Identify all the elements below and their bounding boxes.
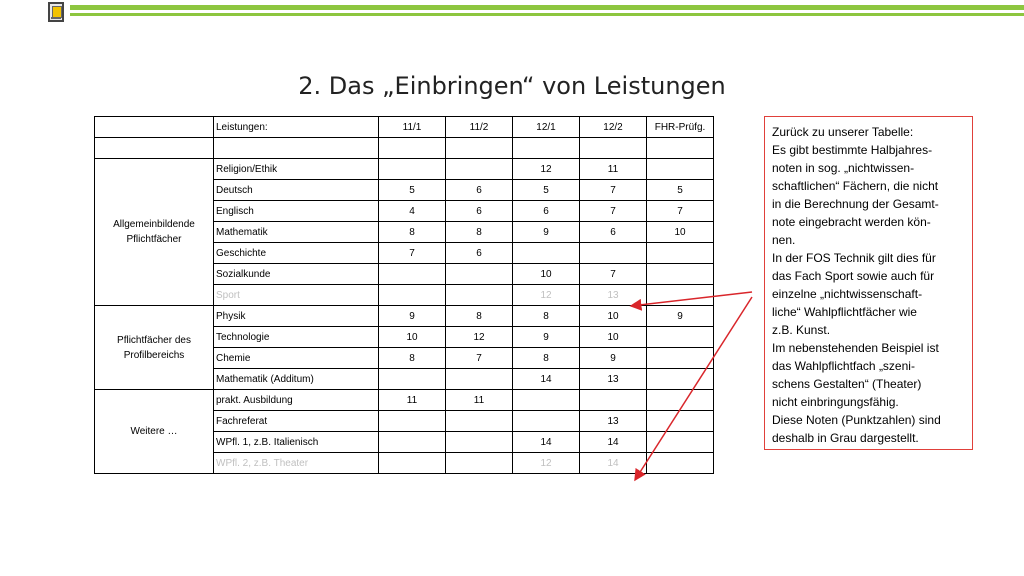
note-line: Diese Noten (Punktzahlen) sind	[772, 413, 941, 427]
note-line: liche“ Wahlpflichtfächer wie	[772, 305, 917, 319]
column-header: 12/2	[580, 117, 647, 138]
subject-cell: WPfl. 2, z.B. Theater	[214, 453, 379, 474]
arrow-to-theater-row	[635, 297, 752, 480]
grade-cell: 11	[379, 390, 446, 411]
note-line: z.B. Kunst.	[772, 323, 831, 337]
grade-cell: 12	[513, 285, 580, 306]
note-line: nicht einbringungsfähig.	[772, 395, 899, 409]
header-label-cell: Leistungen:	[214, 117, 379, 138]
grade-cell: 10	[580, 327, 647, 348]
grade-cell: 7	[446, 348, 513, 369]
grade-cell: 13	[580, 411, 647, 432]
grade-cell: 10	[379, 327, 446, 348]
grade-cell: 14	[513, 432, 580, 453]
grade-cell: 14	[580, 453, 647, 474]
note-line: in die Berechnung der Gesamt-	[772, 197, 939, 211]
grade-cell: 12	[513, 159, 580, 180]
grade-cell: 9	[513, 222, 580, 243]
grade-cell: 8	[513, 348, 580, 369]
column-header: 11/1	[379, 117, 446, 138]
note-line: note eingebracht werden kön-	[772, 215, 931, 229]
note-line: deshalb in Grau dargestellt.	[772, 431, 919, 445]
grade-cell: 4	[379, 201, 446, 222]
grade-cell: 9	[580, 348, 647, 369]
column-header: 11/2	[446, 117, 513, 138]
subject-cell: Deutsch	[214, 180, 379, 201]
arrow-to-sport-row	[631, 292, 752, 306]
subject-cell: Physik	[214, 306, 379, 327]
grade-cell: 12	[513, 453, 580, 474]
grade-cell: 7	[379, 243, 446, 264]
grade-cell: 8	[379, 348, 446, 369]
note-line: das Fach Sport sowie auch für	[772, 269, 935, 283]
note-line: schens Gestalten“ (Theater)	[772, 377, 922, 391]
grade-cell: 7	[647, 201, 714, 222]
grade-cell: 13	[580, 369, 647, 390]
subject-cell: Technologie	[214, 327, 379, 348]
note-line: nen.	[772, 233, 796, 247]
grade-cell: 13	[580, 285, 647, 306]
note-line: Zurück zu unserer Tabelle:	[772, 125, 914, 139]
subject-cell: Religion/Ethik	[214, 159, 379, 180]
grade-cell: 14	[513, 369, 580, 390]
grade-cell: 8	[379, 222, 446, 243]
group-label: Pflichtfächer des Profilbereichs	[95, 306, 214, 390]
subject-cell: Mathematik (Additum)	[214, 369, 379, 390]
page-title: 2. Das „Einbringen“ von Leistungen	[298, 72, 726, 101]
grade-cell: 6	[446, 243, 513, 264]
grade-cell: 9	[513, 327, 580, 348]
subject-cell: Geschichte	[214, 243, 379, 264]
group-label: Weitere …	[95, 390, 214, 474]
column-header: FHR-Prüfg.	[647, 117, 714, 138]
subject-cell: prakt. Ausbildung	[214, 390, 379, 411]
grade-cell: 5	[513, 180, 580, 201]
column-header: 12/1	[513, 117, 580, 138]
grade-cell: 6	[446, 201, 513, 222]
subject-cell: WPfl. 1, z.B. Italienisch	[214, 432, 379, 453]
grade-cell: 10	[647, 222, 714, 243]
grade-cell: 8	[446, 306, 513, 327]
grade-cell: 6	[513, 201, 580, 222]
subject-cell: Sozialkunde	[214, 264, 379, 285]
grade-cell: 9	[379, 306, 446, 327]
grade-cell: 11	[446, 390, 513, 411]
note-line: das Wahlpflichtfach „szeni-	[772, 359, 915, 373]
note-line: In der FOS Technik gilt dies für	[772, 251, 936, 265]
grade-cell: 7	[580, 201, 647, 222]
grade-cell: 9	[647, 306, 714, 327]
subject-cell: Englisch	[214, 201, 379, 222]
grade-cell: 11	[580, 159, 647, 180]
grade-cell: 7	[580, 180, 647, 201]
group-label: Allgemeinbildende Pflichtfächer	[95, 159, 214, 306]
grade-cell: 7	[580, 264, 647, 285]
subject-cell: Mathematik	[214, 222, 379, 243]
grade-cell: 12	[446, 327, 513, 348]
subject-cell: Fachreferat	[214, 411, 379, 432]
note-line: einzelne „nichtwissenschaft-	[772, 287, 923, 301]
grade-cell: 10	[580, 306, 647, 327]
note-line: Im nebenstehenden Beispiel ist	[772, 341, 939, 355]
grade-cell: 6	[580, 222, 647, 243]
grade-cell: 5	[379, 180, 446, 201]
subject-cell: Chemie	[214, 348, 379, 369]
grade-cell: 5	[647, 180, 714, 201]
grade-cell: 10	[513, 264, 580, 285]
grade-cell: 8	[446, 222, 513, 243]
note-line: noten in sog. „nichtwissen-	[772, 161, 915, 175]
grade-cell: 14	[580, 432, 647, 453]
grade-cell: 8	[513, 306, 580, 327]
grade-cell: 6	[446, 180, 513, 201]
subject-cell: Sport	[214, 285, 379, 306]
note-line: Es gibt bestimmte Halbjahres-	[772, 143, 933, 157]
note-line: schaftlichen“ Fächern, die nicht	[772, 179, 939, 193]
